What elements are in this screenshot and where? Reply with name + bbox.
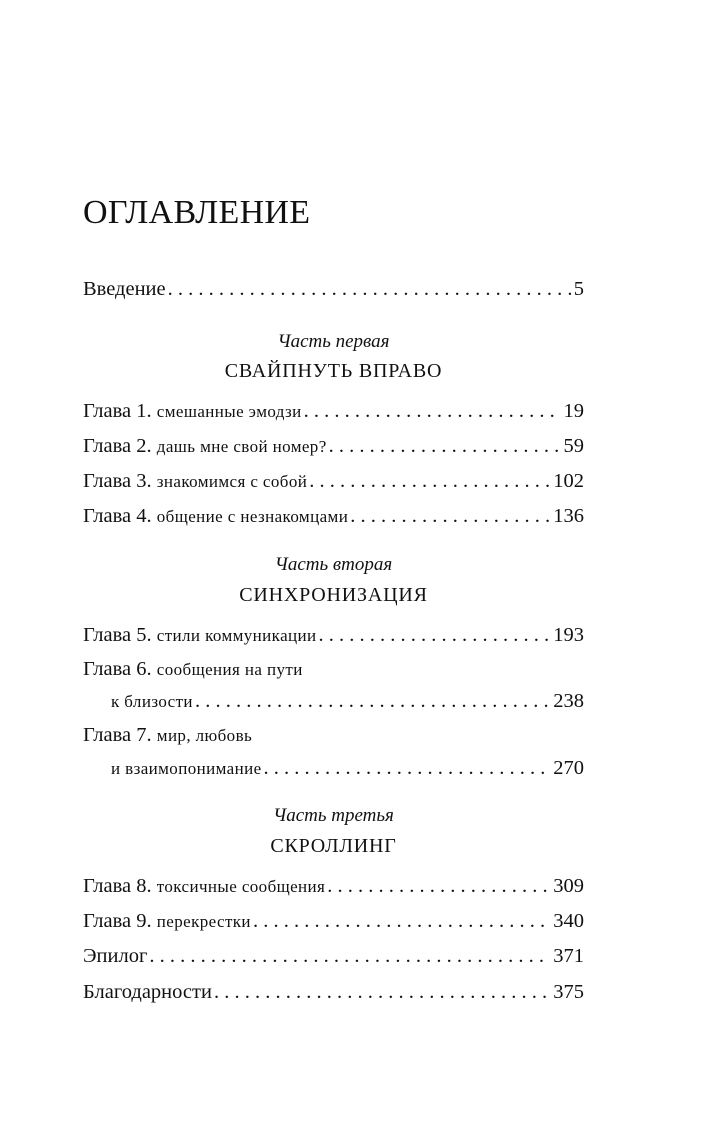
chapter-name: смешанные эмодзи — [156, 402, 302, 421]
toc-entry-acknowledgements[interactable] — [83, 977, 584, 1007]
page-number: 5 — [573, 278, 584, 300]
page-number: 340 — [553, 910, 584, 932]
entry-label: Введение — [83, 278, 166, 300]
chapter-prefix: Глава 8. — [83, 875, 152, 897]
part-title: СИНХРОНИЗАЦИЯ — [239, 584, 428, 606]
page-number: 193 — [553, 624, 584, 646]
entry-label — [83, 501, 348, 532]
dot-leader — [319, 620, 551, 650]
dot-leader — [195, 686, 550, 716]
entry-label — [83, 620, 317, 651]
chapter-name-continued — [111, 753, 262, 784]
dot-leader — [309, 466, 550, 496]
part-label: Часть вторая — [274, 554, 393, 575]
chapter-prefix: Глава 9. — [83, 910, 152, 932]
chapter-name: знакомимся с собой — [156, 472, 308, 491]
toc-entry-chapter-7[interactable] — [83, 720, 252, 750]
chapter-prefix: Глава 5. — [83, 624, 152, 646]
toc-entry-chapter-1[interactable] — [83, 396, 584, 426]
chapter-name-continued — [111, 686, 193, 717]
page-title: ОГЛАВЛЕНИЕ — [83, 194, 311, 231]
toc-entry-chapter-3[interactable] — [83, 466, 584, 496]
chapter-name: дашь мне свой номер? — [156, 437, 327, 456]
page-number: 270 — [553, 757, 584, 779]
chapter-prefix: Глава 6. — [83, 658, 152, 680]
chapter-prefix: Глава 2. — [83, 435, 152, 457]
page-number: 371 — [553, 945, 584, 967]
toc-entry-introduction[interactable] — [83, 274, 584, 304]
toc-entry-chapter-4[interactable] — [83, 501, 584, 531]
page-number: 375 — [553, 981, 584, 1003]
entry-label — [83, 871, 325, 902]
dot-leader — [214, 977, 550, 1007]
toc-entry-chapter-5[interactable] — [83, 620, 584, 650]
toc-entry-epilogue[interactable] — [83, 941, 584, 971]
dot-leader — [168, 274, 571, 304]
page-number: 59 — [563, 435, 584, 457]
dot-leader — [304, 396, 561, 426]
chapter-prefix: Глава 4. — [83, 505, 152, 527]
chapter-prefix: Глава 7. — [83, 724, 152, 746]
entry-label — [83, 396, 302, 427]
chapter-name: токсичные сообщения — [156, 877, 326, 896]
page-number: 309 — [553, 875, 584, 897]
entry-label — [83, 906, 251, 937]
chapter-name: сообщения на пути — [156, 660, 303, 679]
dot-leader — [253, 906, 550, 936]
toc-entry-chapter-9[interactable] — [83, 906, 584, 936]
dot-leader — [329, 431, 561, 461]
dot-leader — [149, 941, 550, 971]
page-number: 102 — [553, 470, 584, 492]
entry-label — [83, 431, 327, 462]
chapter-prefix: Глава 1. — [83, 400, 152, 422]
chapter-name-continued-text: и взаимопонимание — [111, 759, 262, 778]
part-label: Часть третья — [273, 805, 394, 826]
chapter-name: общение с незнакомцами — [156, 507, 349, 526]
entry-label — [83, 466, 307, 497]
toc-entry-chapter-6-continued[interactable] — [111, 686, 584, 716]
toc-entry-chapter-7-continued[interactable] — [111, 753, 584, 783]
part-label: Часть первая — [277, 331, 390, 352]
toc-entry-chapter-6[interactable] — [83, 654, 303, 684]
part-title: СКРОЛЛИНГ — [270, 835, 397, 857]
dot-leader — [327, 871, 550, 901]
chapter-name: перекрестки — [156, 912, 251, 931]
entry-label: Эпилог — [83, 945, 148, 967]
chapter-name-continued-text: к близости — [111, 692, 193, 711]
chapter-prefix: Глава 3. — [83, 470, 152, 492]
page-number: 136 — [553, 505, 584, 527]
toc-entry-chapter-2[interactable] — [83, 431, 584, 461]
dot-leader — [350, 501, 550, 531]
dot-leader — [264, 753, 551, 783]
chapter-name: стили коммуникации — [156, 626, 317, 645]
page-number: 238 — [553, 690, 584, 712]
toc-entry-chapter-8[interactable] — [83, 871, 584, 901]
part-title: СВАЙПНУТЬ ВПРАВО — [224, 360, 443, 382]
entry-label: Благодарности — [83, 981, 212, 1003]
page-number: 19 — [563, 400, 584, 422]
chapter-name: мир, любовь — [156, 726, 253, 745]
